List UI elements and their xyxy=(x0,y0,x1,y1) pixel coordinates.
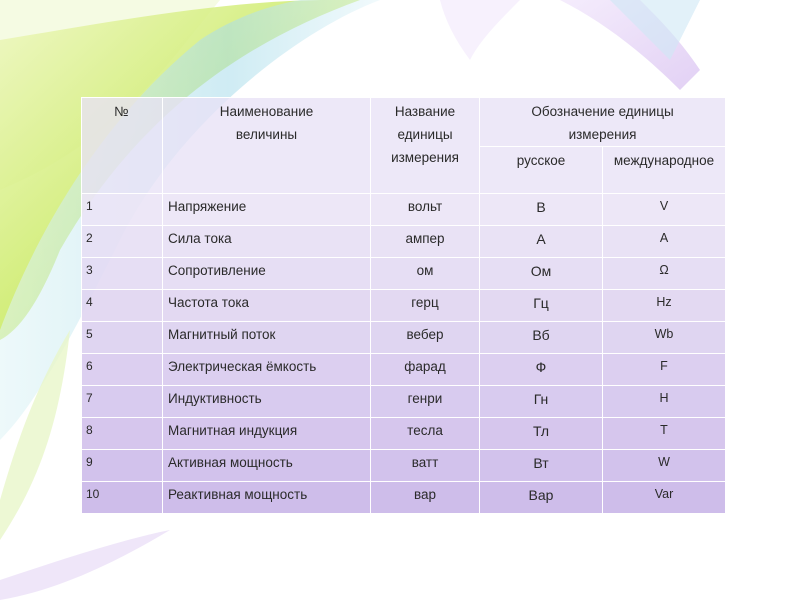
header-international xyxy=(603,147,726,194)
unit-name-cell: фарад xyxy=(371,354,480,386)
russian-symbol-cell: Вар xyxy=(480,482,603,514)
header-designation xyxy=(480,98,726,147)
table-row xyxy=(82,386,726,418)
row-number-cell: 8 xyxy=(82,418,163,450)
russian-symbol-cell: Гн xyxy=(480,386,603,418)
table-row xyxy=(82,290,726,322)
russian-symbol-cell: Вт xyxy=(480,450,603,482)
unit-name-cell: вар xyxy=(371,482,480,514)
table-row xyxy=(82,258,726,290)
unit-name-cell: вольт xyxy=(371,194,480,226)
unit-name-cell: ампер xyxy=(371,226,480,258)
table-row xyxy=(82,226,726,258)
international-symbol-cell: Ω xyxy=(603,258,726,290)
units-table-body xyxy=(82,194,726,514)
unit-name-cell: вебер xyxy=(371,322,480,354)
header-international-label: международное xyxy=(613,153,715,168)
header-quantity-name-label: Наименование величины xyxy=(219,104,314,142)
table-row xyxy=(82,482,726,514)
international-symbol-cell: V xyxy=(603,194,726,226)
international-symbol-cell: H xyxy=(603,386,726,418)
row-number-cell: 4 xyxy=(82,290,163,322)
table-row xyxy=(82,418,726,450)
unit-name-cell: ом xyxy=(371,258,480,290)
header-russian-label: русское xyxy=(516,153,566,168)
row-number-cell: 7 xyxy=(82,386,163,418)
international-symbol-cell: Wb xyxy=(603,322,726,354)
unit-name-cell: герц xyxy=(371,290,480,322)
table-row xyxy=(82,450,726,482)
international-symbol-cell: T xyxy=(603,418,726,450)
quantity-name-cell: Сила тока xyxy=(163,226,371,258)
header-designation-label: Обозначение единицы измерения xyxy=(531,104,674,142)
russian-symbol-cell: А xyxy=(480,226,603,258)
unit-name-cell: ватт xyxy=(371,450,480,482)
row-number-cell: 6 xyxy=(82,354,163,386)
international-symbol-cell: Hz xyxy=(603,290,726,322)
header-unit-name-label: Название единицы измерения xyxy=(391,104,459,165)
russian-symbol-cell: В xyxy=(480,194,603,226)
quantity-name-cell: Индуктивность xyxy=(163,386,371,418)
quantity-name-cell: Напряжение xyxy=(163,194,371,226)
international-symbol-cell: A xyxy=(603,226,726,258)
row-number-cell: 1 xyxy=(82,194,163,226)
row-number-cell: 10 xyxy=(82,482,163,514)
russian-symbol-cell: Вб xyxy=(480,322,603,354)
russian-symbol-cell: Тл xyxy=(480,418,603,450)
header-number-label: № xyxy=(114,104,129,119)
header-russian xyxy=(480,147,603,194)
header-number xyxy=(82,98,163,194)
quantity-name-cell: Частота тока xyxy=(163,290,371,322)
unit-name-cell: генри xyxy=(371,386,480,418)
row-number-cell: 5 xyxy=(82,322,163,354)
international-symbol-cell: W xyxy=(603,450,726,482)
quantity-name-cell: Магнитный поток xyxy=(163,322,371,354)
quantity-name-cell: Электрическая ёмкость xyxy=(163,354,371,386)
row-number-cell: 3 xyxy=(82,258,163,290)
russian-symbol-cell: Ом xyxy=(480,258,603,290)
quantity-name-cell: Реактивная мощность xyxy=(163,482,371,514)
units-table xyxy=(81,97,726,514)
international-symbol-cell: F xyxy=(603,354,726,386)
quantity-name-cell: Активная мощность xyxy=(163,450,371,482)
table-row xyxy=(82,322,726,354)
header-unit-name xyxy=(371,98,480,194)
quantity-name-cell: Магнитная индукция xyxy=(163,418,371,450)
table-row xyxy=(82,194,726,226)
russian-symbol-cell: Ф xyxy=(480,354,603,386)
row-number-cell: 9 xyxy=(82,450,163,482)
international-symbol-cell: Var xyxy=(603,482,726,514)
russian-symbol-cell: Гц xyxy=(480,290,603,322)
quantity-name-cell: Сопротивление xyxy=(163,258,371,290)
unit-name-cell: тесла xyxy=(371,418,480,450)
header-quantity-name xyxy=(163,98,371,194)
table-row xyxy=(82,354,726,386)
row-number-cell: 2 xyxy=(82,226,163,258)
